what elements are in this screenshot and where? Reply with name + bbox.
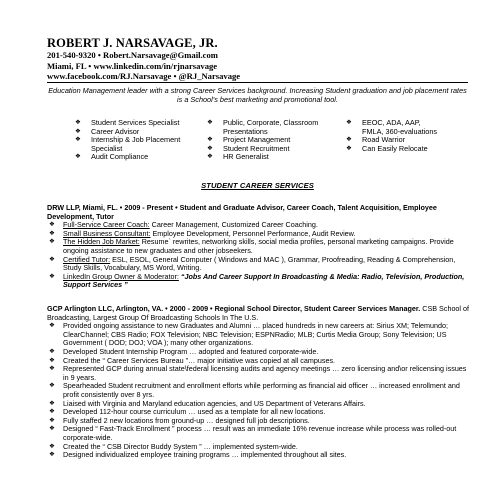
job-bullet (47, 238, 471, 255)
job-bullet: ❖ Created the “ CSB Director Buddy System ” … implemented system-wide. (47, 443, 471, 452)
job-bullet: ❖ Designed “ Fast-Track Enrollment ” process … result was an immediate 16% revenue increase while process was rolled-out corporate-wide. (47, 425, 471, 442)
job-header (47, 305, 471, 322)
resume-header (47, 36, 467, 82)
bullet-text: “Jobs And Career Support In Broadcasting & Media: Radio, Television, Production, Support Services ” (63, 271, 465, 290)
job-bullet (47, 256, 471, 273)
skill-item: ❖ Audit Compliance (75, 153, 193, 162)
city-linkedin-line: Miami, FL • www.linkedin.com/in/rjnarsavage (47, 60, 218, 71)
job-bullet: ❖ Designed individualized employee training programs … implemented throughout all sites. (47, 451, 471, 460)
skill-item: ❖ Student Recruitment (207, 145, 325, 154)
job-header-title: GCP Arlington LLC, Arlington, VA. • 2000 - 2009 • Regional School Director, Student Career Services Manager. (47, 304, 421, 313)
skill-item: ❖ EEOC, ADA, AAP, FMLA, 360-evaluations (346, 119, 441, 136)
job-header-detail: CSB School of Broadcasting, Largest Group Of Broadcasting Schools In The U.S. (47, 304, 470, 322)
job-bullet: ❖ Spearheaded Student recruitment and enrollment efforts while performing as financial aid officer … increased enrollment and profit consistently over 8 yrs. (47, 382, 471, 399)
skill-item: ❖ Road Warrior (346, 136, 441, 145)
skills-column-3 (346, 119, 441, 153)
bullet-text: Employee Development, Personnel Performance, Audit Review. (150, 228, 356, 238)
bullet-text: Resume` rewrites, networking skills, social media profiles, personal marketing campaigns. Provide ongoing assistance to new graduates and other jobseekers. (63, 237, 454, 255)
phone-email-line: 201-540-9320 • Robert.Narsavage@Gmail.com (47, 50, 218, 60)
skills-column-1 (75, 119, 193, 162)
job-bullet: ❖ Provided ongoing assistance to new Graduates and Alumni … placed hundreds in new careers at: Sirius XM; Telemundo; ClearChannel; CBS Radio; FOX Television; NBC Television; ESPNRadio; MLB; Curtis Media Group; Sony Television; US Government ( DOD; DOJ; VOA ); many other organizations. (47, 322, 471, 348)
header-divider (47, 82, 468, 83)
skill-item: ❖ Public, Corporate, Classroom Presentations (207, 119, 325, 136)
job-bullet: ❖ Developed 112-hour course curriculum … used as a template for all new locations. (47, 408, 471, 417)
bullet-label: LinkedIn Group Owner & Moderator: (63, 271, 179, 281)
job-bullet: ❖ Represented GCP during annual state\federal licensing audits and agency meetings … zero licensing and\or relicensing issues in 9 years. (47, 365, 471, 382)
bullet-text: ESL, ESOL, General Computer ( Windows and MAC ), Grammar, Proofreading, Reading & Comprehension, Study Skills, Vocabulary, MS Word, Writing. (63, 254, 456, 273)
job-bullet: ❖ Created the “ Career Services Bureau ”… major initiative was copied at all campuses. (47, 357, 471, 366)
job-entry-drw (47, 204, 471, 290)
bullet-text: Career Management, Customized Career Coaching. (149, 220, 318, 230)
job-bullet: ❖ Fully staffed 2 new locations from ground-up … designed full job descriptions. (47, 417, 471, 426)
job-bullet: ❖ Developed Student Internship Program … adopted and featured corporate-wide. (47, 348, 471, 357)
skill-item: ❖ Career Advisor (75, 128, 193, 137)
bullet-label: Small Business Consultant: (63, 228, 151, 238)
bullet-label: Full-Service Career Coach: (63, 220, 150, 230)
job-entry-gcp (47, 305, 471, 460)
candidate-name: ROBERT J. NARSAVAGE, JR. (47, 36, 218, 50)
bullet-label: The Hidden Job Market: (63, 237, 140, 247)
bullet-label: Certified Tutor: (63, 254, 111, 264)
skills-column-2 (207, 119, 325, 162)
facebook-twitter-line: www.facebook.com/RJ.Narsavage • @RJ_Narsavage (47, 71, 241, 81)
skill-item: ❖ Internship & Job Placement Specialist (75, 136, 193, 153)
job-bullet: ❖ Liaised with Virginia and Maryland education agencies, and US Department of Veterans Affairs. (47, 400, 471, 409)
skill-item: ❖ Project Management (207, 136, 325, 145)
skill-item: ❖ Student Services Specialist (75, 119, 193, 128)
summary-statement: Education Management leader with a strong Career Services background. Increasing Student graduation and job placement rates is a School’s best marketing and promotional tool. (48, 86, 467, 104)
job-header: DRW LLP, Miami, FL. • 2009 - Present • Student and Graduate Advisor, Career Coach, Talent Acquisition, Employee Development, Tutor (47, 203, 437, 221)
skill-item: ❖ Can Easily Relocate (346, 145, 441, 154)
section-title: STUDENT CAREER SERVICES (201, 181, 314, 190)
job-bullet (47, 273, 471, 290)
skill-item: ❖ HR Generalist (207, 153, 325, 162)
